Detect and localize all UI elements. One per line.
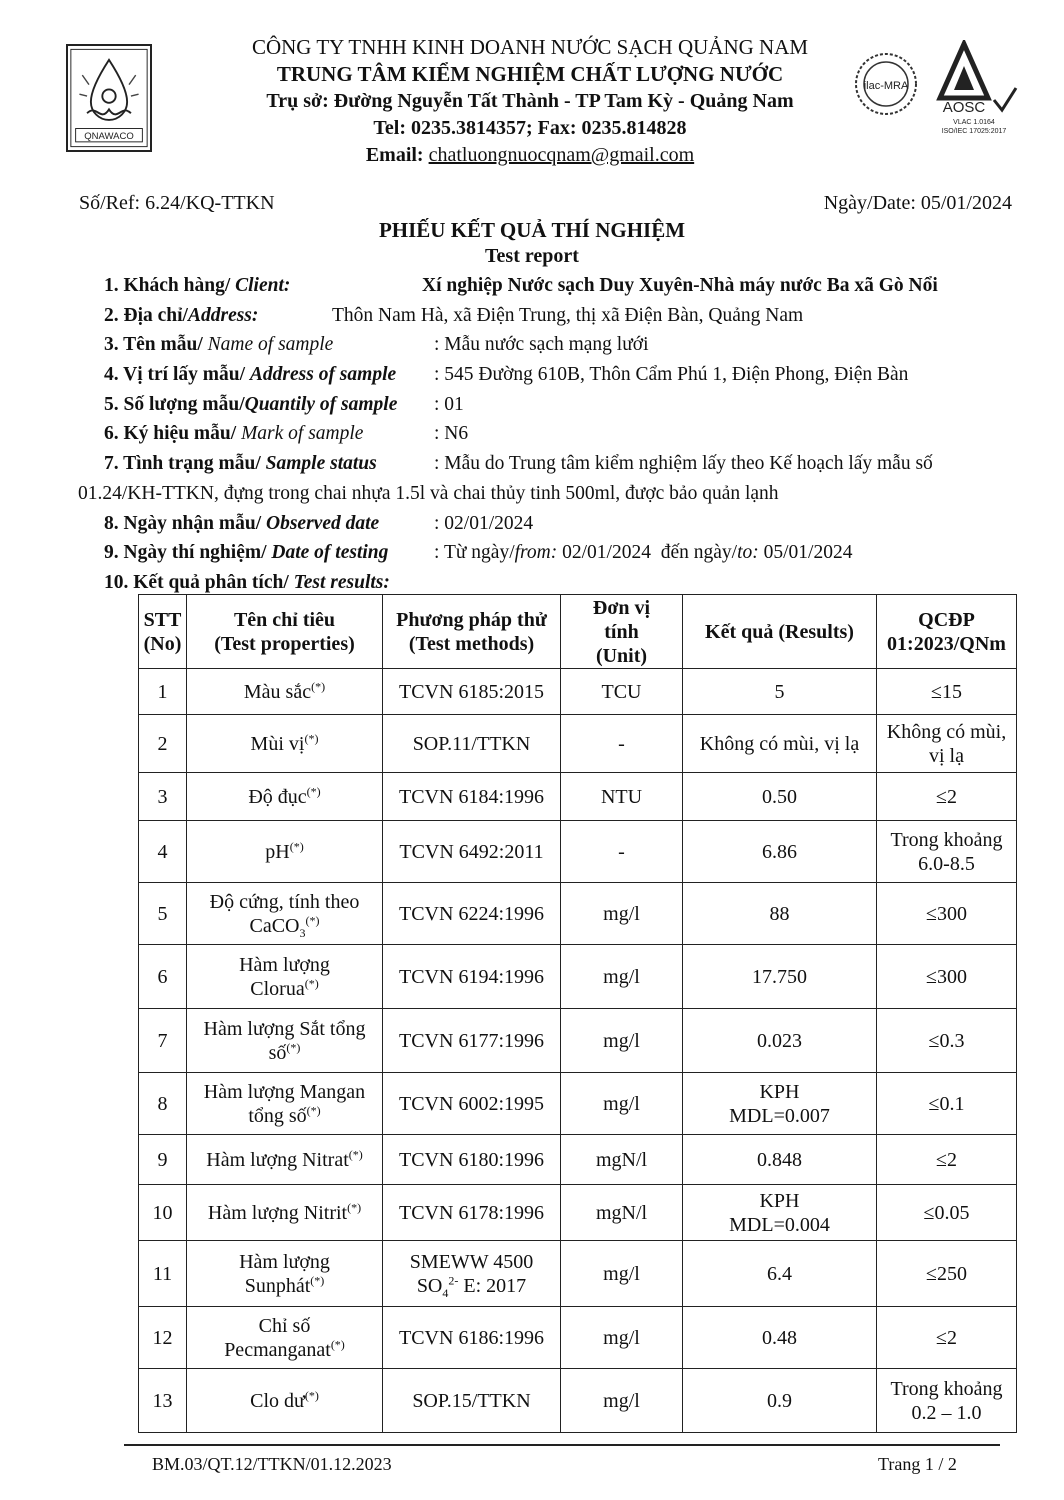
company-logo — [66, 44, 152, 152]
info-received: 8. Ngày nhận mẫu/ Observed date : 02/01/2024 — [104, 509, 1024, 539]
cell-property: Hàm lượng Nitrit(*) — [187, 1185, 383, 1241]
page-number: Trang 1 / 2 — [878, 1454, 957, 1474]
header-stt: STT (No) — [139, 595, 187, 669]
cell-method: TCVN 6186:1996 — [383, 1307, 561, 1369]
cell-no: 3 — [139, 773, 187, 821]
cell-no: 7 — [139, 1009, 187, 1073]
address-value: Thôn Nam Hà, xã Điện Trung, thị xã Điện Bàn, Quảng Nam — [332, 304, 804, 326]
cell-result: Không có mùi, vị lạ — [683, 715, 877, 773]
table-row — [139, 773, 1017, 821]
email-line — [150, 142, 910, 169]
cell-unit: - — [561, 821, 683, 883]
cell-result: 0.023 — [683, 1009, 877, 1073]
headquarters-address: Trụ sở: Đường Nguyễn Tất Thành - TP Tam Kỳ - Quảng Nam — [266, 90, 794, 112]
cell-method: TCVN 6492:2011 — [383, 821, 561, 883]
cell-standard: ≤300 — [877, 945, 1017, 1009]
svg-text:AOSC: AOSC — [942, 99, 986, 116]
cell-standard: Trong khoảng 0.2 – 1.0 — [877, 1369, 1017, 1433]
table-row — [139, 1135, 1017, 1185]
cell-property: Màu sắc(*) — [187, 669, 383, 715]
cell-method: TCVN 6224:1996 — [383, 883, 561, 945]
cell-unit: mg/l — [561, 1241, 683, 1307]
cell-no: 8 — [139, 1073, 187, 1135]
cell-standard: ≤0.1 — [877, 1073, 1017, 1135]
svg-text:ilac-MRA: ilac-MRA — [863, 80, 909, 92]
report-subtitle: Test report — [485, 245, 579, 267]
cell-unit: mg/l — [561, 1307, 683, 1369]
cell-no: 5 — [139, 883, 187, 945]
center-name: TRUNG TÂM KIỂM NGHIỆM CHẤT LƯỢNG NƯỚC — [276, 62, 784, 86]
cell-result: 6.86 — [683, 821, 877, 883]
header-method: Phương pháp thử (Test methods) — [383, 595, 561, 669]
cell-property: Độ đục(*) — [187, 773, 383, 821]
cell-unit: mg/l — [561, 883, 683, 945]
cell-property: Hàm lượng Sunphát(*) — [187, 1241, 383, 1307]
cell-result: 6.4 — [683, 1241, 877, 1307]
cell-method: TCVN 6180:1996 — [383, 1135, 561, 1185]
phone-fax: Tel: 0235.3814357; Fax: 0235.814828 — [373, 117, 687, 139]
testing-value: : Từ ngày/from: 02/01/2024 đến ngày/to: 05/01/2024 — [434, 542, 853, 564]
table-row — [139, 1369, 1017, 1433]
letterhead — [150, 34, 910, 169]
footer-divider — [124, 1444, 1000, 1446]
cell-property: pH(*) — [187, 821, 383, 883]
cell-standard: Trong khoảng 6.0-8.5 — [877, 821, 1017, 883]
cell-no: 1 — [139, 669, 187, 715]
cell-unit: mgN/l — [561, 1185, 683, 1241]
cell-method: TCVN 6185:2015 — [383, 669, 561, 715]
cell-no: 2 — [139, 715, 187, 773]
cell-unit: mg/l — [561, 1073, 683, 1135]
report-title: PHIẾU KẾT QUẢ THÍ NGHIỆM — [378, 218, 686, 242]
svg-text:VLAC 1.0164: VLAC 1.0164 — [953, 119, 995, 126]
status-value-line2: 01.24/KH-TTKN, đựng trong chai nhựa 1.5l và chai thủy tinh 500ml, được bảo quản lạnh — [78, 482, 779, 504]
table-row — [139, 715, 1017, 773]
cell-no: 10 — [139, 1185, 187, 1241]
cell-standard: ≤0.05 — [877, 1185, 1017, 1241]
cell-no: 4 — [139, 821, 187, 883]
cell-property: Chỉ số Pecmanganat(*) — [187, 1307, 383, 1369]
mark-value: : N6 — [434, 423, 469, 445]
cell-property: Hàm lượng Sắt tổng số(*) — [187, 1009, 383, 1073]
cell-property: Độ cứng, tính theo CaCO$_3$(*) — [187, 883, 383, 945]
sample-info — [78, 271, 1024, 598]
results-table — [138, 594, 1017, 1433]
cell-standard: ≤15 — [877, 669, 1017, 715]
cell-result: 0.9 — [683, 1369, 877, 1433]
cell-no: 6 — [139, 945, 187, 1009]
info-results: 10. Kết quả phân tích/ Test results: — [104, 571, 390, 593]
form-code: BM.03/QT.12/TTKN/01.12.2023 — [152, 1454, 392, 1474]
cell-no: 11 — [139, 1241, 187, 1307]
cell-method: TCVN 6184:1996 — [383, 773, 561, 821]
cell-result: KPH MDL=0.004 — [683, 1185, 877, 1241]
reference-number: Số/Ref: 6.24/KQ-TTKN — [79, 192, 275, 214]
cell-unit: - — [561, 715, 683, 773]
info-quantity: 5. Số lượng mẫu/Quantily of sample : 01 — [104, 390, 1024, 420]
header-unit: Đơn vị tính (Unit) — [561, 595, 683, 669]
cell-property: Hàm lượng Nitrat(*) — [187, 1135, 383, 1185]
logo-text: QNAWACO — [84, 131, 134, 142]
company-name: CÔNG TY TNHH KINH DOANH NƯỚC SẠCH QUẢNG NAM — [251, 35, 809, 59]
water-drop-logo-icon — [68, 46, 150, 150]
table-row — [139, 1307, 1017, 1369]
cell-method: TCVN 6178:1996 — [383, 1185, 561, 1241]
info-location: 4. Vị trí lấy mẫu/ Address of sample : 545 Đường 610B, Thôn Cẩm Phú 1, Điện Phong, Điện Bàn — [104, 360, 1024, 390]
cell-result: KPH MDL=0.007 — [683, 1073, 877, 1135]
table-row — [139, 1241, 1017, 1307]
cell-standard: ≤2 — [877, 1135, 1017, 1185]
email-label: Email: — [365, 144, 424, 166]
cell-unit: mg/l — [561, 1369, 683, 1433]
header-standard: QCĐP 01:2023/QNm — [877, 595, 1017, 669]
info-status: 7. Tình trạng mẫu/ Sample status : Mẫu do Trung tâm kiểm nghiệm lấy theo Kế hoạch lấy mẫu số — [104, 449, 1024, 479]
sample-name-value: : Mẫu nước sạch mạng lưới — [434, 334, 649, 356]
table-row — [139, 821, 1017, 883]
cell-result: 0.50 — [683, 773, 877, 821]
cell-standard: ≤2 — [877, 1307, 1017, 1369]
info-testing-date: 9. Ngày thí nghiệm/ Date of testing : Từ ngày/from: 02/01/2024 đến ngày/to: 05/01/2024 — [104, 538, 1024, 568]
email-link[interactable]: chatluongnuocqnam@gmail.com — [428, 144, 695, 166]
cell-property: Mùi vị(*) — [187, 715, 383, 773]
status-value-line1: : Mẫu do Trung tâm kiểm nghiệm lấy theo Kế hoạch lấy mẫu số — [434, 453, 933, 475]
info-sample-name: 3. Tên mẫu/ Name of sample : Mẫu nước sạch mạng lưới — [104, 330, 1024, 360]
cell-result: 17.750 — [683, 945, 877, 1009]
cell-method: SMEWW 4500 $SO_4^{2-}$ E: 2017 — [383, 1241, 561, 1307]
quantity-value: : 01 — [434, 393, 464, 415]
table-header-row — [139, 595, 1017, 669]
cell-method: SOP.15/TTKN — [383, 1369, 561, 1433]
cell-standard: Không có mùi, vị lạ — [877, 715, 1017, 773]
cell-unit: mg/l — [561, 945, 683, 1009]
received-value: : 02/01/2024 — [434, 512, 534, 534]
header-property: Tên chỉ tiêu (Test properties) — [187, 595, 383, 669]
svg-text:ISO/IEC 17025:2017: ISO/IEC 17025:2017 — [941, 128, 1007, 135]
location-value: : 545 Đường 610B, Thôn Cẩm Phú 1, Điện Phong, Điện Bàn — [434, 364, 909, 386]
table-row — [139, 1185, 1017, 1241]
cell-result: 88 — [683, 883, 877, 945]
cell-method: TCVN 6002:1995 — [383, 1073, 561, 1135]
table-row — [139, 945, 1017, 1009]
cell-no: 12 — [139, 1307, 187, 1369]
table-row — [139, 1073, 1017, 1135]
info-address: 2. Địa chỉ/Address: Thôn Nam Hà, xã Điện Trung, thị xã Điện Bàn, Quảng Nam — [104, 301, 1024, 331]
cell-method: TCVN 6177:1996 — [383, 1009, 561, 1073]
cell-result: 0.48 — [683, 1307, 877, 1369]
cell-standard: ≤250 — [877, 1241, 1017, 1307]
header-result: Kết quả (Results) — [683, 595, 877, 669]
client-value: Xí nghiệp Nước sạch Duy Xuyên-Nhà máy nước Ba xã Gò Nổi — [422, 275, 938, 296]
cell-method: TCVN 6194:1996 — [383, 945, 561, 1009]
cell-property: Hàm lượng Clorua(*) — [187, 945, 383, 1009]
table-row — [139, 669, 1017, 715]
table-row — [139, 1009, 1017, 1073]
info-client: 1. Khách hàng/ Client: Xí nghiệp Nước sạch Duy Xuyên-Nhà máy nước Ba xã Gò Nổi — [104, 271, 1024, 301]
cell-property: Hàm lượng Mangan tổng số(*) — [187, 1073, 383, 1135]
cell-standard: ≤2 — [877, 773, 1017, 821]
cell-unit: NTU — [561, 773, 683, 821]
info-status-cont — [78, 479, 1024, 509]
cell-result: 0.848 — [683, 1135, 877, 1185]
cell-standard: ≤0.3 — [877, 1009, 1017, 1073]
info-mark: 6. Ký hiệu mẫu/ Mark of sample : N6 — [104, 419, 1024, 449]
cell-no: 9 — [139, 1135, 187, 1185]
cell-unit: mgN/l — [561, 1135, 683, 1185]
report-date: Ngày/Date: 05/01/2024 — [823, 192, 1012, 214]
cell-no: 13 — [139, 1369, 187, 1433]
table-row — [139, 883, 1017, 945]
cell-result: 5 — [683, 669, 877, 715]
cell-unit: mg/l — [561, 1009, 683, 1073]
cell-method: SOP.11/TTKN — [383, 715, 561, 773]
cell-standard: ≤300 — [877, 883, 1017, 945]
cell-property: Clo dư(*) — [187, 1369, 383, 1433]
cell-unit: TCU — [561, 669, 683, 715]
